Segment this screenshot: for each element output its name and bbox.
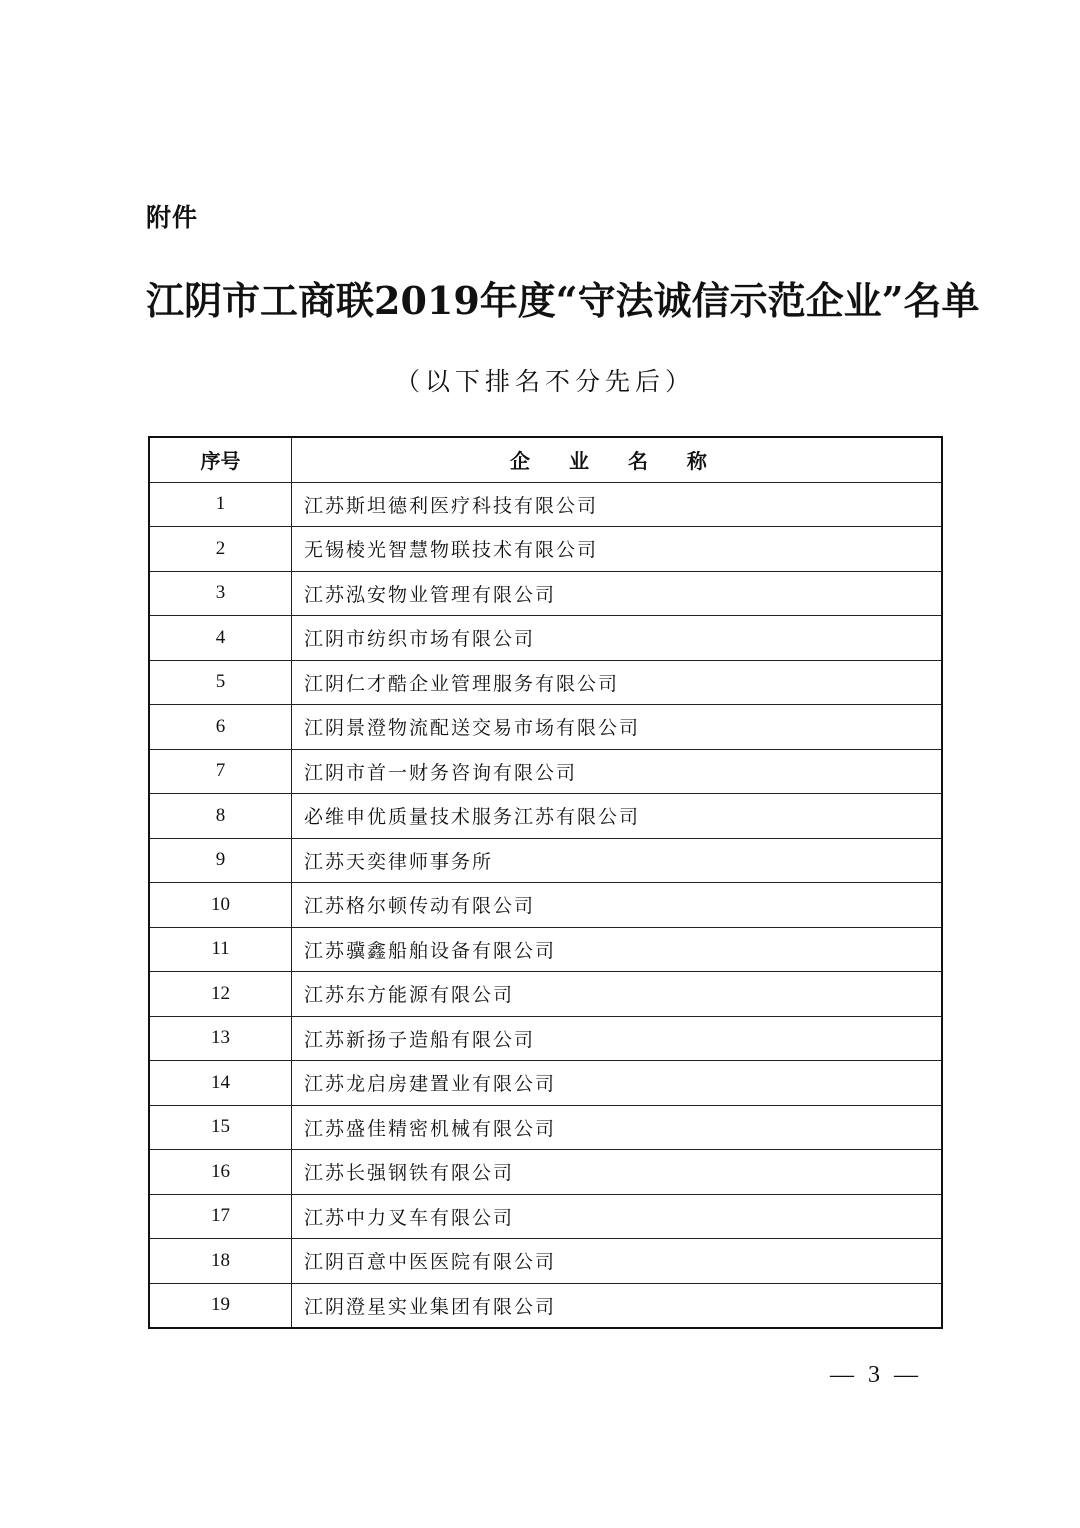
table-row	[149, 660, 942, 705]
table-row	[149, 1016, 942, 1061]
table-header-row	[149, 437, 942, 482]
company-name: 江苏盛佳精密机械有限公司	[292, 1105, 943, 1150]
company-name: 江苏中力叉车有限公司	[292, 1194, 943, 1239]
row-number: 15	[149, 1105, 292, 1150]
table-row	[149, 705, 942, 750]
table-row	[149, 927, 942, 972]
row-number: 7	[149, 749, 292, 794]
row-number: 18	[149, 1239, 292, 1284]
company-name: 江阴澄星实业集团有限公司	[292, 1283, 943, 1328]
column-header-number: 序号	[149, 437, 292, 482]
company-name: 江苏东方能源有限公司	[292, 972, 943, 1017]
row-number: 6	[149, 705, 292, 750]
company-name: 江阴市首一财务咨询有限公司	[292, 749, 943, 794]
table-row	[149, 972, 942, 1017]
table-row	[149, 749, 942, 794]
row-number: 10	[149, 883, 292, 928]
row-number: 2	[149, 527, 292, 572]
company-name: 江苏天奕律师事务所	[292, 838, 943, 883]
row-number: 16	[149, 1150, 292, 1195]
company-name: 江苏新扬子造船有限公司	[292, 1016, 943, 1061]
table-row	[149, 794, 942, 839]
attachment-label: 附件	[146, 203, 199, 232]
table-row	[149, 616, 942, 661]
column-header-company-name: 企 业 名 称	[292, 437, 943, 482]
table-row	[149, 883, 942, 928]
table-row	[149, 1283, 942, 1328]
table-row	[149, 1194, 942, 1239]
table-row	[149, 571, 942, 616]
company-name: 江阴仁才酷企业管理服务有限公司	[292, 660, 943, 705]
table-row	[149, 527, 942, 572]
company-name: 江苏龙启房建置业有限公司	[292, 1061, 943, 1106]
row-number: 9	[149, 838, 292, 883]
company-name: 江阴百意中医医院有限公司	[292, 1239, 943, 1284]
table-row	[149, 1239, 942, 1284]
company-name: 江苏斯坦德利医疗科技有限公司	[292, 482, 943, 527]
row-number: 12	[149, 972, 292, 1017]
table-row	[149, 482, 942, 527]
table-row	[149, 1150, 942, 1195]
page-subtitle: （以下排名不分先后）	[394, 367, 695, 396]
page-title: 江阴市工商联2019年度“守法诚信示范企业”名单	[146, 278, 980, 323]
row-number: 4	[149, 616, 292, 661]
row-number: 14	[149, 1061, 292, 1106]
table-body	[149, 482, 942, 1328]
row-number: 3	[149, 571, 292, 616]
company-name: 无锡棱光智慧物联技术有限公司	[292, 527, 943, 572]
company-name: 江阴景澄物流配送交易市场有限公司	[292, 705, 943, 750]
company-table	[148, 436, 943, 1329]
row-number: 1	[149, 482, 292, 527]
company-name: 江苏泓安物业管理有限公司	[292, 571, 943, 616]
row-number: 11	[149, 927, 292, 972]
company-name: 江阴市纺织市场有限公司	[292, 616, 943, 661]
company-name: 必维申优质量技术服务江苏有限公司	[292, 794, 943, 839]
company-name: 江苏格尔顿传动有限公司	[292, 883, 943, 928]
table-row	[149, 1061, 942, 1106]
row-number: 13	[149, 1016, 292, 1061]
company-name: 江苏长强钢铁有限公司	[292, 1150, 943, 1195]
row-number: 19	[149, 1283, 292, 1328]
table-row	[149, 838, 942, 883]
table-row	[149, 1105, 942, 1150]
page-number: — 3 —	[830, 1362, 922, 1388]
company-name: 江苏骥鑫船舶设备有限公司	[292, 927, 943, 972]
row-number: 17	[149, 1194, 292, 1239]
row-number: 5	[149, 660, 292, 705]
row-number: 8	[149, 794, 292, 839]
